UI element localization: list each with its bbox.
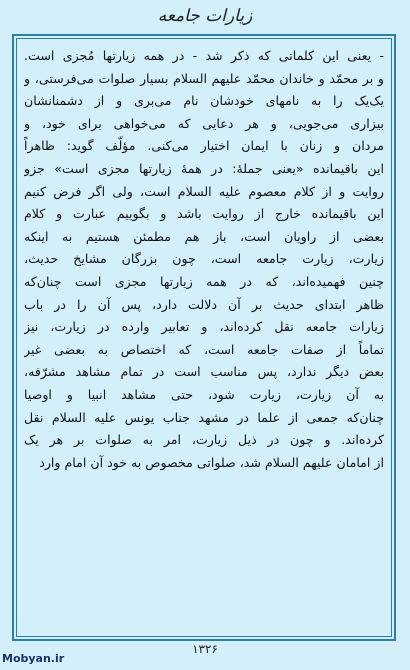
page-header-title: زیارات جامعه <box>157 6 253 26</box>
text-line: کرده‌اند. و چون در ذیل زیارت، امر به صلوات بر هر یک <box>24 432 384 448</box>
text-line: روایت و از کلام معصوم علیه السلام است، ولی اگر فرض کنیم <box>24 183 384 199</box>
text-line: بعض دیگر ندارد، پس مناسب است در تمام مشاهد مشرّفه، <box>24 364 384 380</box>
text-line: ظاهر ابتدای حدیث بر آن دلالت دارد، پس آن را در باب <box>24 296 384 312</box>
text-line: تماماً از صفات جامعه است، که اختصاص به بعضی غیر <box>24 341 384 357</box>
text-line: به آن زیارت، زیارت شود، حتی مشاهد انبیا و اوصیا <box>24 386 384 402</box>
text-line: مردان و زنان با ایمان اختیار می‌کنی. مؤلّف گوید: ظاهراً <box>24 138 384 154</box>
body-text <box>24 45 384 625</box>
text-line: یک‌یک را به نامهای خودشان نام می‌بری و از دشمنانشان <box>24 93 384 109</box>
text-line: زیارت، زیارت جامعه است، چون بزرگان مشایخ حدیث، <box>24 251 384 267</box>
text-line: زیارات جامعه نقل کرده‌اند، و تعابیر وارده در زیارت، نیز <box>24 319 384 335</box>
text-line: چنان‌که جمعی از علما در مشهد جناب یونس علیه السلام نقل <box>24 409 384 425</box>
text-line: بعضی از راویان است، باز هم مطمئن هستیم به اینکه <box>24 228 384 244</box>
text-line: این باقیمانده خارج از روایت باشد و بگوییم عبارت و کلام <box>24 206 384 222</box>
site-watermark: Mobyan.ir <box>2 652 65 665</box>
page-number: ۱۳۲۶ <box>192 642 218 656</box>
text-line: و بر محمّد و خاندان محمّد علیهم السلام بسیار صلوات می‌فرستی، و <box>24 70 384 86</box>
text-line: - یعنی این کلماتی که ذکر شد - در همه زیارتها مُجزی است. <box>24 48 384 63</box>
text-line: چنین فهمیده‌اند، که در همه زیارتها مجزی است چنان‌که <box>24 273 384 289</box>
text-line: بیزاری می‌جویی، و هر دعایی که می‌خواهی برای خود، و <box>24 115 384 131</box>
text-line: از امامان علیهم السلام شد، صلواتی مخصوص به خود آن امام وارد <box>39 454 384 470</box>
text-line: این باقیمانده «یعنی جملهٔ: در همهٔ زیارتها مجزی است» جزو <box>24 160 384 176</box>
